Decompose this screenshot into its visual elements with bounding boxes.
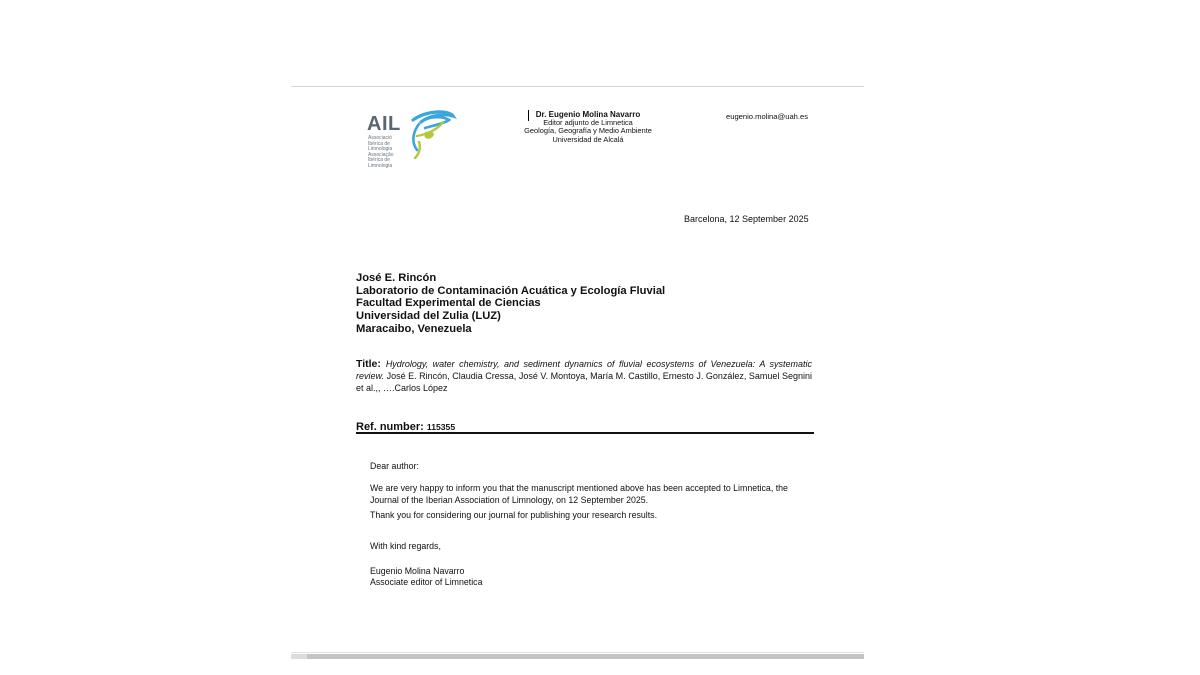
- recipient-city: Maracaibo, Venezuela: [356, 322, 472, 335]
- reference-number-line: [356, 417, 814, 434]
- letter-date: Barcelona, 12 September 2025: [684, 214, 809, 224]
- editor-university: Universidad de Alcalá: [552, 134, 624, 144]
- manuscript-title-block: [356, 358, 812, 395]
- signature-name: Eugenio Molina Navarro: [370, 566, 465, 577]
- recipient-faculty: Facultad Experimental de Ciencias: [356, 297, 541, 310]
- signature-title: Associate editor of Limnetica: [370, 577, 483, 588]
- editor-department: Geología, Geografía y Medio Ambiente: [524, 126, 652, 136]
- recipient-university: Universidad del Zulia (LUZ): [356, 310, 501, 323]
- recipient-address: [356, 272, 665, 336]
- logo-caption: [368, 136, 408, 170]
- logo-caption-line: Associació: [368, 135, 392, 141]
- logo-wordmark: AIL: [367, 113, 401, 135]
- letter-body: [370, 461, 800, 589]
- acceptance-paragraph: We are very happy to inform you that the manuscript mentioned above has been accepted to Limnetica, the Journal of the Iberian Association of Limnology, on 12 September 2025.: [370, 483, 788, 505]
- editor-role: Editor adjunto de Limnetica: [543, 118, 633, 128]
- closing: With kind regards,: [370, 540, 441, 551]
- title-label: Title:: [356, 358, 386, 370]
- manuscript-authors: José E. Rincón, Claudia Cressa, José V. Montoya, María M. Castillo, Ernesto J. González, Samuel Segnini et al.,, ….Carlos López: [356, 371, 812, 394]
- manuscript-title: Hydrology, water chemistry, and sediment dynamics of fluvial ecosystems of Venezuela: A systematic review.: [356, 359, 813, 382]
- editor-name: Dr. Eugenio Molina Navarro: [535, 110, 641, 119]
- horizontal-scrollbar[interactable]: [291, 654, 864, 659]
- logo-caption-line: Ibérica de: [368, 157, 390, 164]
- page-bottom-edge: [291, 652, 864, 653]
- recipient-lab: Laboratorio de Contaminación Acuática y Ecología Fluvial: [356, 284, 666, 297]
- editor-email[interactable]: eugenio.molina@uah.es: [726, 112, 809, 121]
- logo-caption-line: Limnologia: [368, 146, 393, 153]
- logo-caption-line: Associação: [368, 151, 394, 158]
- logo-caption-line: Limnologia: [368, 162, 393, 169]
- recipient-name: José E. Rincón: [356, 272, 437, 284]
- scrollbar-thumb[interactable]: [307, 654, 864, 659]
- editor-header: [518, 111, 658, 144]
- greeting: Dear author:: [370, 461, 419, 471]
- ref-number: 115355: [426, 422, 456, 432]
- thanks-paragraph: Thank you for considering our journal for publishing your research results.: [370, 510, 658, 521]
- signature-block: [370, 566, 800, 589]
- ref-label: Ref. number:: [356, 421, 427, 433]
- logo-caption-line: Ibèrica de: [368, 140, 390, 147]
